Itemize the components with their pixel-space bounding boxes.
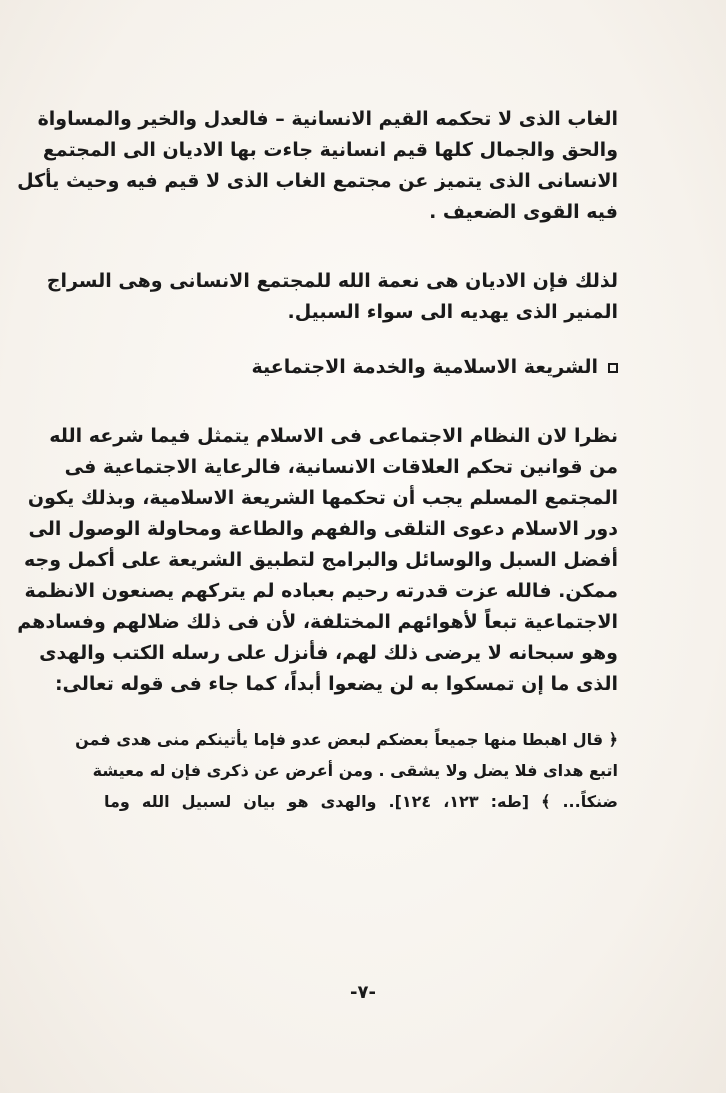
paragraph-3 [17, 421, 618, 700]
text-line: المنير الذى يهديه الى سواء السبيل. [287, 301, 618, 323]
page-body [17, 104, 618, 817]
paragraph-2 [46, 266, 618, 328]
quran-quote [75, 724, 618, 817]
section-heading [104, 352, 618, 383]
text-line: وهو سبحانه لا يرضى ذلك لهم، فأنزل على رسله الكتب والهدى [39, 642, 618, 664]
text-line: ممكن. فالله عزت قدرته رحيم بعباده لم يتركهم يصنعون الانظمة [24, 580, 618, 602]
bullet-square-icon [608, 363, 618, 373]
text-line: والحق والجمال كلها قيم انسانية جاءت بها الاديان الى المجتمع [42, 139, 618, 161]
text-line: نظرا لان النظام الاجتماعى فى الاسلام يتمثل فيما شرعه الله [49, 425, 618, 447]
text-line: المجتمع المسلم يجب أن تحكمها الشريعة الاسلامية، وبذلك يكون [27, 487, 618, 509]
quote-line: اتبع هداى فلا يضل ولا يشقى . ومن أعرض عن ذكرى فإن له معيشة [92, 761, 618, 780]
section-heading-text: الشريعة الاسلامية والخدمة الاجتماعية [251, 356, 598, 378]
text-line: لذلك فإن الاديان هى نعمة الله للمجتمع الانسانى وهى السراج [46, 270, 618, 292]
quote-line: ضنكاً... ﴾ [طه: ١٢٣، ١٢٤]. والهدى هو بيان لسبيل الله وما [104, 792, 618, 811]
paragraph-spacer [104, 228, 618, 266]
quote-line: ﴿ قال اهبطا منها جميعاً بعضكم لبعض عدو فإما يأتينكم منى هدى فمن [75, 730, 618, 749]
paragraph-spacer [104, 383, 618, 421]
text-line: الانسانى الذى يتميز عن مجتمع الغاب الذى لا قيم فيه وحيث يأكل [17, 170, 618, 192]
text-line: دور الاسلام دعوى التلقى والفهم والطاعة ومحاولة الوصول الى [28, 518, 618, 540]
text-line: فيه القوى الضعيف . [429, 201, 618, 223]
text-line: أفضل السبل والوسائل والبرامج لتطبيق الشريعة على أكمل وجه [24, 549, 618, 571]
page-number: -٧- [350, 982, 376, 1003]
text-line: من قوانين تحكم العلاقات الانسانية، فالرعاية الاجتماعية فى [64, 456, 618, 478]
paragraph-1 [17, 104, 618, 228]
text-line: الاجتماعية تبعاً لأهوائهم المختلفة، لأن فى ذلك ضلالهم وفسادهم [17, 611, 618, 633]
text-line: الذى ما إن تمسكوا به لن يضعوا أبداً، كما جاء فى قوله تعالى: [54, 673, 618, 695]
paragraph-spacer [104, 328, 618, 352]
text-line: الغاب الذى لا تحكمه القيم الانسانية – فالعدل والخير والمساواة [37, 108, 618, 130]
paragraph-spacer [104, 700, 618, 724]
